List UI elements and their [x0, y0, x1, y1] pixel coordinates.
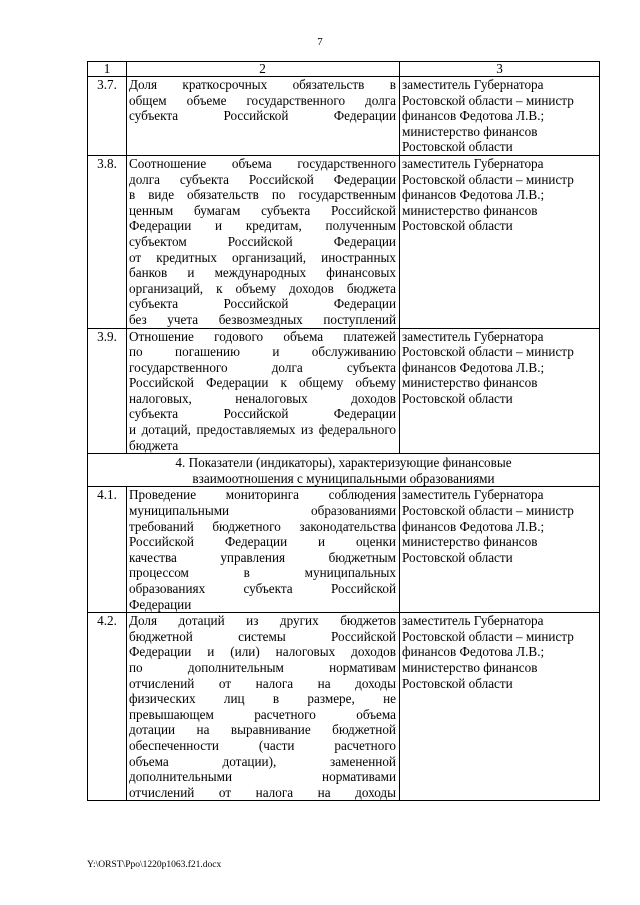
indicator-line: по погашению и обслуживанию [129, 344, 396, 360]
indicator-line: общем объеме государственного долга [129, 92, 396, 108]
indicator-line: банков и международных финансовых [129, 265, 396, 281]
indicator-line: обеспеченности (части расчетного [129, 737, 396, 753]
indicator-line: Проведение мониторинга соблюдения [129, 487, 396, 503]
indicator-cell [127, 613, 400, 801]
indicator-line: дополнительными нормативами [129, 769, 396, 785]
indicator-line: Доля дотаций из других бюджетов [129, 613, 396, 629]
responsible-cell [400, 613, 600, 801]
responsible-line: Ростовской области [402, 139, 513, 155]
indicator-line: субъектом Российской Федерации [129, 233, 396, 249]
row-number: 4.2. [88, 613, 127, 801]
responsible-line: Ростовской области – министр [402, 628, 574, 644]
responsible-line: заместитель Губернатора [402, 613, 544, 629]
indicator-line: бюджетной системы Российской [129, 628, 396, 644]
indicator-line: отчислений от налога на доходы [129, 784, 396, 800]
row-number: 3.8. [88, 155, 127, 328]
responsible-line: заместитель Губернатора [402, 328, 544, 344]
indicator-line: государственного долга субъекта [129, 359, 396, 375]
responsible-line: министерство финансов [402, 123, 538, 139]
responsible-line: министерство финансов [402, 659, 538, 675]
indicator-line: без учета безвозмездных поступлений [129, 311, 396, 327]
indicator-line: требований бюджетного законодательства [129, 518, 396, 534]
responsible-line: Ростовской области [402, 675, 513, 691]
indicator-line: процессом в муниципальных [129, 565, 396, 581]
responsible-line: финансов Федотова Л.В.; [402, 518, 545, 534]
section-4-title-line: 4. Показатели (индикаторы), характеризующие финансовые [175, 455, 512, 471]
section-4-title [88, 454, 600, 487]
indicator-line: субъекта Российской Федерации [129, 108, 396, 124]
section-4-rows [88, 487, 600, 801]
indicator-line: Российской Федерации и оценки [129, 534, 396, 550]
indicators-table [87, 61, 600, 801]
indicator-line: Федерации [129, 596, 192, 612]
responsible-line: Ростовской области [402, 390, 513, 406]
table-row [88, 328, 600, 454]
section-3-rows [88, 77, 600, 454]
table-row [88, 613, 600, 801]
indicator-line: образованиях субъекта Российской [129, 581, 396, 596]
indicator-cell [127, 77, 400, 156]
indicator-cell [127, 155, 400, 328]
row-number: 3.7. [88, 77, 127, 156]
table-row [88, 77, 600, 156]
row-number: 3.9. [88, 328, 127, 454]
indicator-line: муниципальными образованиями [129, 503, 396, 519]
responsible-line: финансов Федотова Л.В.; [402, 359, 545, 375]
table-header-row [88, 62, 600, 77]
header-col-1: 1 [88, 62, 127, 77]
responsible-line: заместитель Губернатора [402, 155, 544, 171]
indicator-line: качества управления бюджетным [129, 549, 396, 565]
indicator-line: долга субъекта Российской Федерации [129, 171, 396, 187]
responsible-line: заместитель Губернатора [402, 77, 544, 92]
indicator-line: Федерации и кредитам, полученным [129, 218, 396, 234]
responsible-cell [400, 155, 600, 328]
file-path-footer: Y:\ORST\Ppo\1220p1063.f21.docx [87, 860, 222, 870]
indicator-cell [127, 487, 400, 613]
responsible-line: финансов Федотова Л.В.; [402, 644, 545, 660]
responsible-line: министерство финансов [402, 534, 538, 550]
header-col-3: 3 [400, 62, 600, 77]
indicator-line: ценным бумагам субъекта Российской [129, 202, 396, 218]
responsible-line: Ростовской области [402, 218, 513, 234]
indicator-line: в виде обязательств по государственным [129, 187, 396, 203]
indicator-line: Доля краткосрочных обязательств в [129, 77, 396, 92]
table-row [88, 155, 600, 328]
responsible-cell [400, 487, 600, 613]
indicator-line: превышающем расчетного объема [129, 706, 396, 722]
responsible-cell [400, 77, 600, 156]
section-4-title-line: взаимоотношения с муниципальными образованиями [192, 470, 495, 486]
indicator-line: физических лиц в размере, не [129, 691, 396, 707]
indicator-line: от кредитных организаций, иностранных [129, 249, 396, 265]
indicator-line: бюджета [129, 437, 179, 453]
indicator-line: субъекта Российской Федерации [129, 406, 396, 422]
indicator-line: по дополнительным нормативам [129, 659, 396, 675]
responsible-line: Ростовской области – министр [402, 344, 574, 360]
row-number: 4.1. [88, 487, 127, 613]
responsible-line: заместитель Губернатора [402, 487, 544, 503]
indicator-line: Отношение годового объема платежей [129, 328, 396, 344]
responsible-line: финансов Федотова Л.В.; [402, 108, 545, 124]
responsible-line: министерство финансов [402, 375, 538, 391]
indicator-line: организаций, к объему доходов бюджета [129, 280, 396, 296]
section-4-header-row [88, 454, 600, 487]
indicator-line: дотации на выравнивание бюджетной [129, 722, 396, 738]
indicator-line: Российской Федерации к общему объему [129, 375, 396, 391]
table-row [88, 487, 600, 613]
responsible-line: финансов Федотова Л.В.; [402, 187, 545, 203]
indicator-line: отчислений от налога на доходы [129, 675, 396, 691]
responsible-line: Ростовской области – министр [402, 171, 574, 187]
indicator-line: Соотношение объема государственного [129, 155, 396, 171]
indicator-line: и дотаций, предоставляемых из федерального [129, 422, 396, 438]
responsible-line: Ростовской области [402, 549, 513, 565]
responsible-line: Ростовской области – министр [402, 503, 574, 519]
indicator-line: субъекта Российской Федерации [129, 296, 396, 312]
responsible-line: Ростовской области – министр [402, 92, 574, 108]
indicator-line: налоговых, неналоговых доходов [129, 390, 396, 406]
responsible-cell [400, 328, 600, 454]
page-number: 7 [317, 36, 323, 48]
header-col-2: 2 [127, 62, 400, 77]
indicator-line: объема дотации), замененной [129, 753, 396, 769]
responsible-line: министерство финансов [402, 202, 538, 218]
indicator-cell [127, 328, 400, 454]
indicator-line: Федерации и (или) налоговых доходов [129, 644, 396, 660]
